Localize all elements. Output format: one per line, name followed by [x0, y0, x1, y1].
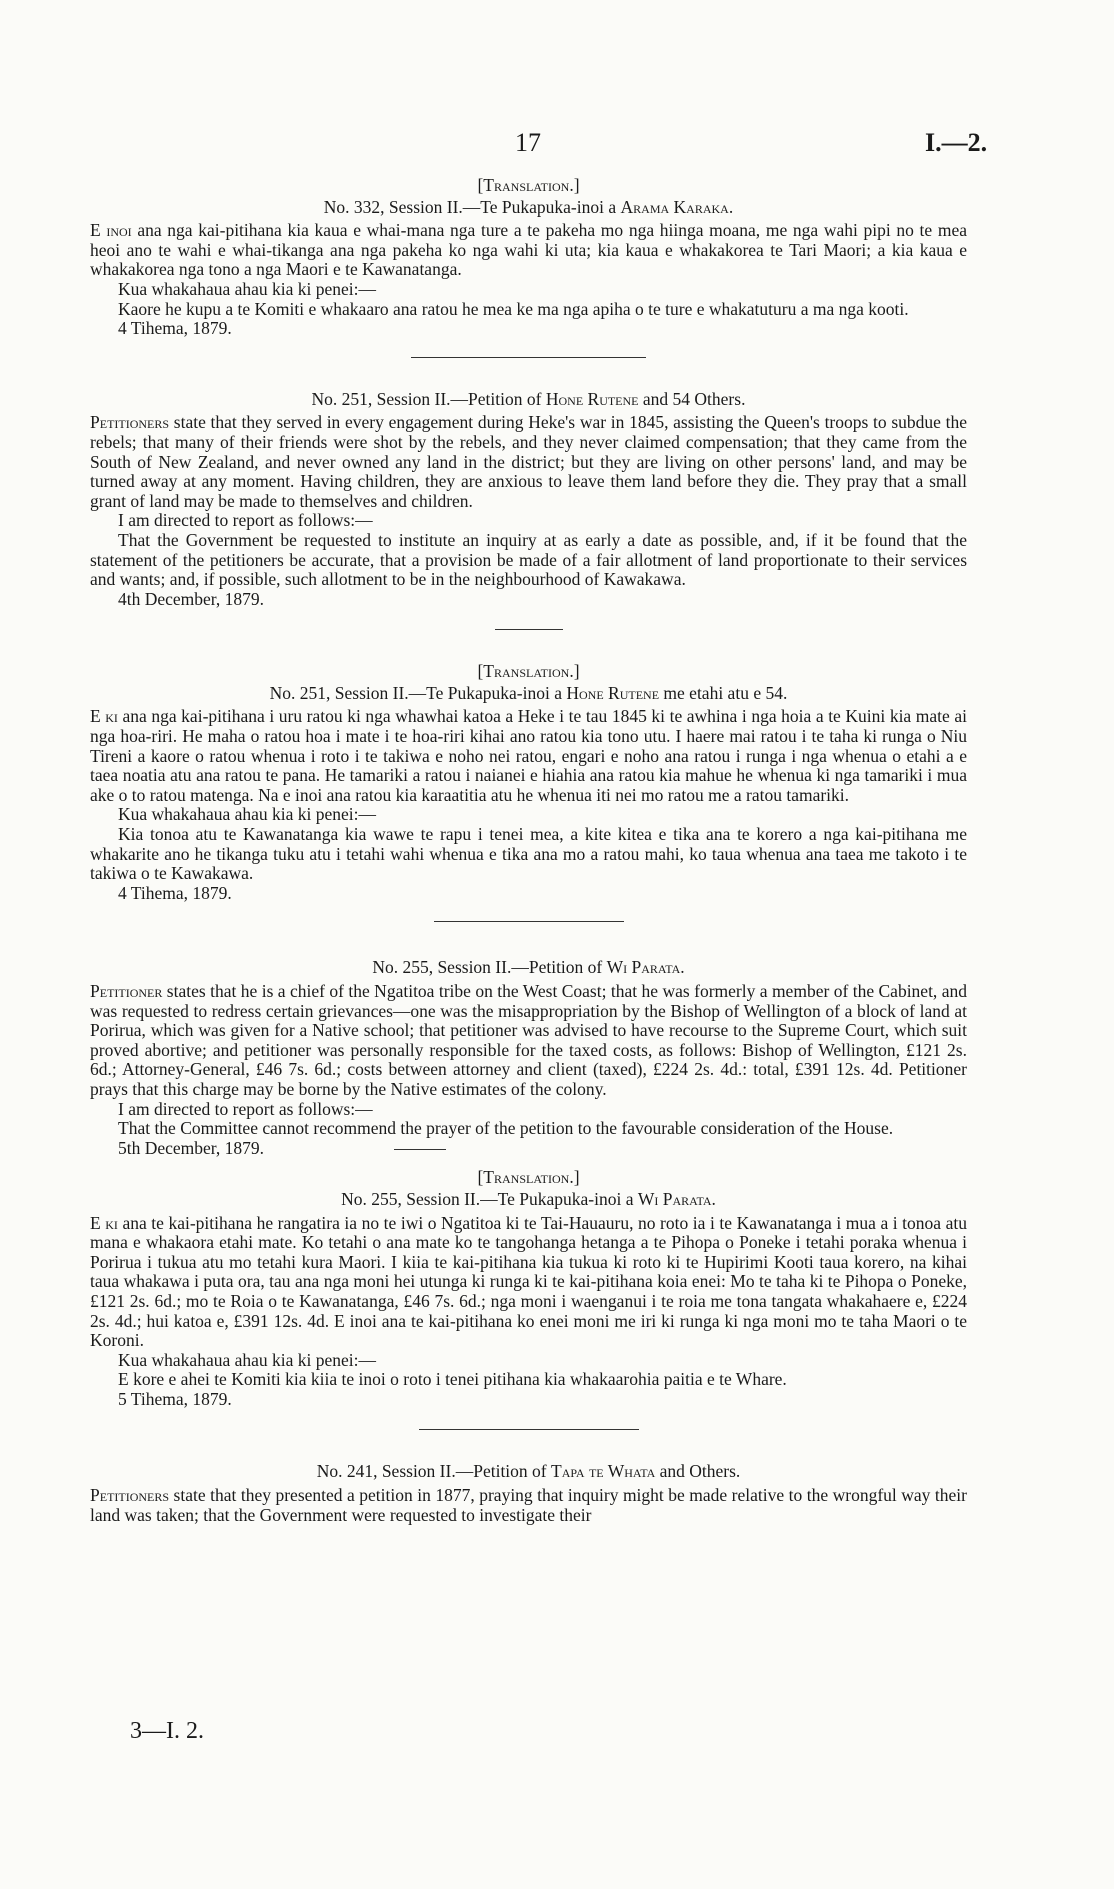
report-date: 5 Tihema, 1879. — [118, 1388, 232, 1409]
divider — [394, 1149, 446, 1150]
section-heading: No. 255, Session II.—Te Pukapuka-inoi a Wi Parata. — [341, 1188, 716, 1209]
committee-report: That the Committee cannot recommend the prayer of the petition to the favourable consideration of the House. — [118, 1118, 894, 1139]
translation-label: [Translation.] — [477, 1167, 580, 1188]
report-date: 5th December, 1879. — [118, 1139, 967, 1159]
translation-label: [Translation.] — [477, 661, 580, 682]
divider — [411, 357, 646, 358]
section-heading: No. 251, Session II.—Petition of Hone Rutene and 54 Others. — [311, 388, 746, 409]
petition-body: Petitioners state that they presented a petition in 1877, praying that inquiry might be made relative to the wrongful way their land was taken; that the Government were requested to investigate their — [90, 1485, 967, 1525]
directed-line: Kua whakahaua ahau kia ki penei:— — [118, 278, 377, 299]
sheet-signature: 3—I. 2. — [130, 1718, 204, 1744]
report-date: 4th December, 1879. — [118, 588, 265, 609]
directed-line: I am directed to report as follows:— — [118, 1098, 373, 1119]
directed-line: I am directed to report as follows:— — [118, 510, 373, 531]
report-date: 4 Tihema, 1879. — [118, 882, 232, 903]
report-date: 4 Tihema, 1879. — [118, 318, 232, 339]
petition-body: Petitioner states that he is a chief of the Ngatitoa tribe on the West Coast; that he was formerly a member of the Cabinet, and was requested to redress certain grievances—one was the misappropriation by the Bishop of Wellington of a block of land at Porirua, which was given for a Native school; that petitioner was advised to have recourse to the Supreme Court, which suit proved abortive; and petitioner was personally responsible for the taxed costs, as follows: Bishop of Wellington, £121 2s. 6d.; Attorney-General, £46 7s. 6d.; costs between attorney and client (taxed), £224 2s. 4d.: total, £391 12s. 4d. Petitioner prays that this charge may be borne by the Native estimates of the colony. — [90, 981, 967, 1099]
section-heading: No. 241, Session II.—Petition of Tapa te Whata and Others. — [316, 1461, 741, 1482]
committee-report: E kore e ahei te Komiti kia kiia te inoi o roto i tenei pitihana kia whakaarohia paitia e te Whare. — [118, 1369, 787, 1390]
petition-body: E ki ana te kai-pitihana he rangatira ia no te iwi o Ngatitoa ki te Tai-Hauauru, no roto ia i te Kawanatanga i mua a i tonoa atu mana e whakaora etahi mate. Ko tetahi o ana mate ko te tangohanga hetanga a te Pihopa o Poneke i tetahi poraka whenua i Porirua i tukua atu mo tetahi kura Maori. I kiia te kai-pitihana kia tukua ki roto ki te Hupirimi Kooti taua korero, na kihai taua whakawa i puta ora, tau ana nga moni hei utunga ki runga ki te kai-pitihana koia enei: Mo te taha ki te Pihopa o Poneke, £121 2s. 6d.; mo te Roia o te Kawanatanga, £46 7s. 6d.; nga moni i waenganui i te roia me tona tangata whakahaere e, £224 2s. 4d.; hui katoa e, £391 12s. 4d. E inoi ana te kai-pitihana ko enei moni me iri ki runga ki nga moni mo te taha Maori o te Koroni. — [90, 1212, 967, 1351]
committee-report: Kia tonoa atu te Kawanatanga kia wawe te rapu i tenei mea, a kite kitea e tika ana te korero a nga kai-pitihana me whakarite ano he tikanga tuku atu i tetahi wahi whenua e tika ana mo a ratou mahi, ko taua whenua ana taea me takoto i te takiwa o te Kawakawa. — [90, 824, 967, 884]
page-content — [90, 176, 967, 1525]
directed-line: Kua whakahaua ahau kia ki penei:— — [118, 804, 377, 825]
committee-report: That the Government be requested to institute an inquiry at as early a date as possible, and, if it be found that the statement of the petitioners be accurate, that a provision be made of a fair allotment of land proportionate to their services and wants; and, if possible, such allotment to be in the neighbourhood of Kawakawa. — [90, 529, 967, 590]
document-reference: I.—2. — [925, 128, 988, 157]
section-heading: No. 332, Session II.—Te Pukapuka-inoi a Arama Karaka. — [323, 196, 734, 217]
page-number: 17 — [515, 128, 541, 157]
committee-report: Kaore he kupu a te Komiti e whakaaro ana ratou he mea ke ma nga apiha o te ture e whakatuturu a ma nga kooti. — [118, 298, 909, 319]
petition-body: E ki ana nga kai-pitihana i uru ratou ki nga whawhai katoa a Heke i te tau 1845 ki te awhina i nga hoia a te Kuini kia mate ai nga hoa-riri. He maha o ratou hoa i mate i te hoa-riri kihai ano ratou kia tono utu. I haere mai ratou i te taha ki runga o Niu Tireni a kaore o ratou whenua i roto i te takiwa e noho nei ratou, engari e noho ana ratou i runga i nga whenua o etahi a e taea noatia atu ana ratou te pana. He tamariki a ratou i naianei e hiahia ana ratou kia mahue he whenua ki nga tamariki i mua ake o to ratou matenga. Na e inoi ana ratou kia karaatitia atu he whenua iti nei mo ratou me a ratou tamariki. — [90, 706, 967, 805]
divider — [434, 921, 624, 922]
petition-body: Petitioners state that they served in every engagement during Heke's war in 1845, assisting the Queen's troops to subdue the rebels; that many of their friends were shot by the rebels, and they never claimed compensation; that they came from the South of New Zealand, and never owned any land in the district; but they are living on other persons' land, and may be turned away at any moment. Having children, they are anxious to leave them land before they die. They pray that a small grant of land may be made to themselves and children. — [90, 412, 967, 511]
divider — [495, 629, 563, 630]
section-heading: No. 251, Session II.—Te Pukapuka-inoi a Hone Rutene me etahi atu e 54. — [269, 682, 788, 703]
section-heading: No. 255, Session II.—Petition of Wi Parata. — [372, 957, 685, 978]
translation-label: [Translation.] — [477, 175, 580, 195]
divider — [419, 1429, 639, 1430]
directed-line: Kua whakahaua ahau kia ki penei:— — [118, 1349, 377, 1370]
petition-body: E inoi ana nga kai-pitihana kia kaua e whai-mana nga ture a te pakeha mo nga hiinga moana, me nga wahi pipi no te mea heoi ano te wahi e whai-tikanga ana nga pakeha ko nga wahi ki uta; kia kaua e whakakorea te Tari Maori; a kia kaua e whakakorea nga tono a nga Maori e te Kawanatanga. — [90, 220, 967, 280]
